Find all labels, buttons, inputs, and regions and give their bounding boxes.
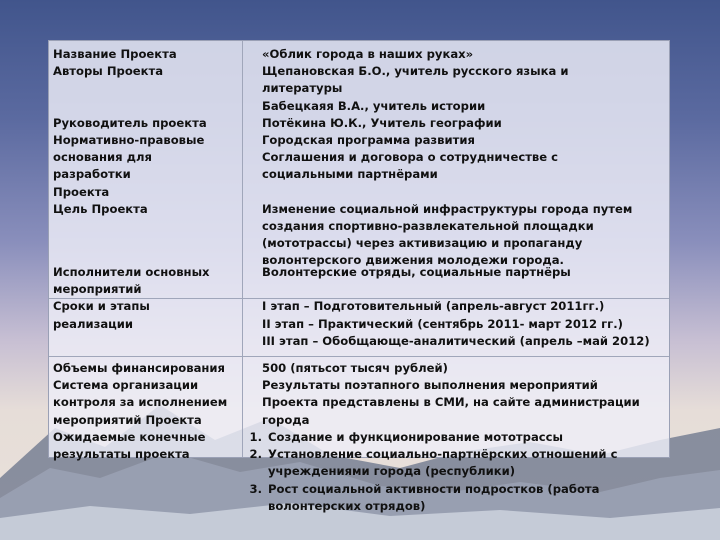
list-item-continuation: волонтерских отрядов) (268, 498, 426, 513)
row-2-values (262, 264, 650, 350)
row-2-labels (53, 264, 210, 333)
row-3-values (262, 360, 640, 429)
label-legal-basis: Проекта (53, 184, 110, 199)
label-legal-basis: разработки (53, 167, 131, 182)
list-item: 1. Создание и функционирование мототрассы (249, 430, 564, 444)
label-expected-results: результаты проекта (53, 446, 190, 461)
value-author: литературы (262, 81, 343, 96)
value-project-name: «Облик города в наших руках» (262, 47, 474, 61)
project-table (48, 40, 670, 513)
expected-results-list (243, 429, 617, 515)
value-executors: Волонтерские отряды, социальные партнёры (262, 265, 571, 279)
value-control-system: города (262, 412, 310, 427)
row-1-values (262, 46, 632, 269)
label-expected-results: Ожидаемые конечные (53, 429, 206, 444)
value-funding: 500 (пятьсот тысяч рублей) (262, 361, 448, 375)
label-project-name: Название Проекта (53, 47, 177, 61)
value-control-system: Проекта представлены в СМИ, на сайте администрации (262, 395, 640, 410)
label-control-system: Система организации (53, 378, 199, 393)
list-item: 2. Установление социально-партнёрских отношений с (249, 447, 618, 462)
label-control-system: контроля за исполнением (53, 395, 228, 410)
label-legal-basis: Нормативно-правовые (53, 132, 205, 147)
value-stage-1: I этап – Подготовительный (апрель-август 2011гг.) (262, 299, 605, 314)
list-item: 3. Рост социальной активности подростков (работа (249, 481, 600, 496)
label-executors: Исполнители основных (53, 265, 210, 279)
label-control-system: мероприятий Проекта (53, 412, 202, 427)
value-supervisor: Потёкина Ю.К., Учитель географии (262, 115, 502, 130)
value-legal-basis: Городская программа развития (262, 132, 475, 147)
value-control-system: Результаты поэтапного выполнения мероприятий (262, 378, 598, 393)
label-executors: мероприятий (53, 282, 142, 297)
label-authors: Авторы Проекта (53, 64, 164, 79)
value-stage-2: II этап – Практический (сентябрь 2011- март 2012 гг.) (262, 316, 623, 331)
label-legal-basis: основания для (53, 150, 152, 165)
value-project-goal: Изменение социальной инфраструктуры города путем (262, 201, 633, 216)
label-project-goal: Цель Проекта (53, 201, 148, 216)
value-author: Бабецкаяя В.А., учитель истории (262, 98, 486, 113)
label-timeline: реализации (53, 316, 134, 331)
value-project-goal: создания спортивно-развлекательной площадки (262, 218, 594, 233)
value-project-goal: (мототрассы) через активизацию и пропаганду (262, 236, 583, 251)
label-funding: Объемы финансирования (53, 361, 225, 375)
value-legal-basis: социальными партнёрами (262, 167, 438, 182)
label-timeline: Сроки и этапы (53, 299, 150, 314)
column-divider (242, 41, 243, 457)
value-legal-basis: Соглашения и договора о сотрудничестве с (262, 150, 559, 165)
label-supervisor: Руководитель проекта (53, 115, 207, 130)
value-project-goal: волонтерского движения молодежи города. (262, 253, 564, 268)
value-stage-3: III этап – Обобщающе-аналитический (апрель –май 2012) (262, 333, 650, 348)
value-author: Щепановская Б.О., учитель русского языка и (262, 64, 569, 79)
list-item-continuation: учреждениями города (республики) (268, 464, 516, 479)
row-3-labels (53, 360, 227, 463)
row-1-labels (53, 46, 207, 218)
row-divider (49, 356, 669, 357)
